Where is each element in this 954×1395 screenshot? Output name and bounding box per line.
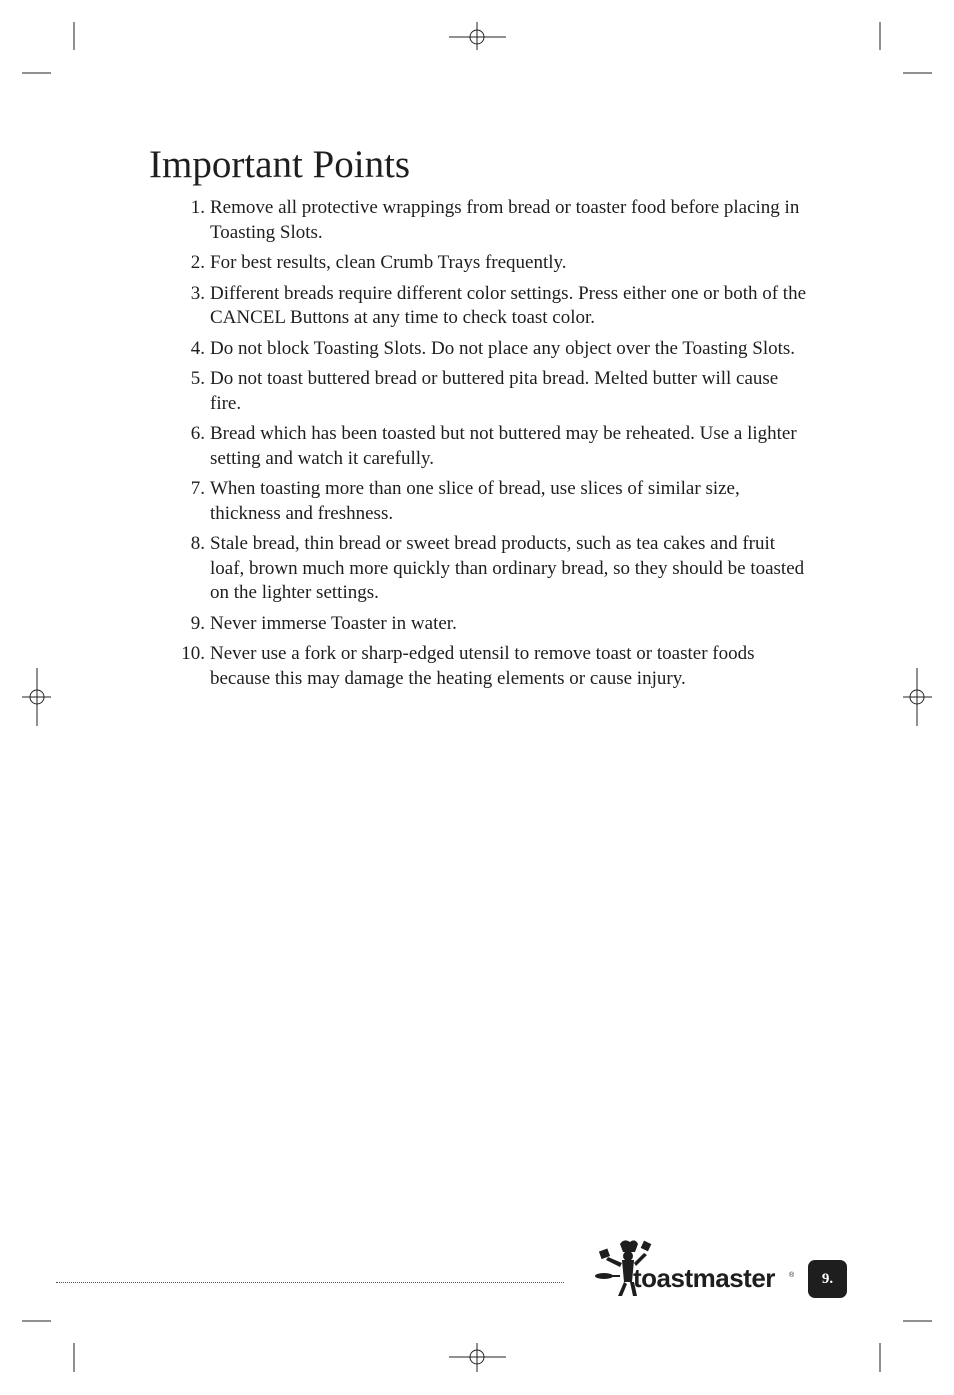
item-number: 10. [181, 643, 205, 664]
item-number: 6. [190, 423, 205, 444]
list-item [190, 251, 810, 276]
item-number: 1. [190, 197, 205, 218]
item-number: 5. [190, 368, 205, 389]
item-text: Do not toast buttered bread or buttered pita bread. Melted butter will cause fire. [210, 368, 779, 414]
item-number: 4. [190, 337, 205, 359]
item-number: 9. [190, 612, 205, 634]
item-text: When toasting more than one slice of bread, use slices of similar size, thickness and freshness. [210, 478, 740, 524]
list-item [190, 532, 810, 606]
item-text: Stale bread, thin bread or sweet bread products, such as tea cakes and fruit loaf, brown much more quickly than ordinary bread, so they should be toasted on the lighter settings. [210, 533, 805, 603]
list-item [190, 477, 810, 526]
item-text: Do not block Toasting Slots. Do not place any object over the Toasting Slots. [210, 337, 796, 359]
item-text: Bread which has been toasted but not buttered may be reheated. Use a lighter setting and watch it carefully. [210, 423, 797, 469]
footer-dotted-rule [56, 1282, 564, 1283]
page-number: 9. [821, 1270, 834, 1287]
list-item [190, 422, 810, 471]
item-number: 3. [190, 282, 205, 304]
list-item [190, 196, 810, 245]
registered-mark: ® [789, 1272, 795, 1279]
important-points-list [181, 196, 810, 697]
item-number: 8. [190, 533, 205, 554]
list-item [190, 337, 810, 362]
list-item [190, 367, 810, 416]
page-number-badge [808, 1260, 847, 1298]
page-title: Important Points [149, 143, 411, 186]
item-text: Never immerse Toaster in water. [210, 612, 457, 634]
list-item [181, 642, 810, 691]
item-text: Never use a fork or sharp-edged utensil to remove toast or toaster foods because this may damage the heating elements or cause injury. [210, 643, 755, 689]
item-text: For best results, clean Crumb Trays frequently. [210, 252, 567, 273]
list-item [190, 282, 810, 331]
list-item [190, 612, 810, 637]
item-text: Remove all protective wrappings from bread or toaster food before placing in Toasting Slots. [210, 197, 800, 243]
item-number: 2. [190, 252, 205, 273]
brand-logo-text: toastmaster [633, 1263, 775, 1293]
item-text: Different breads require different color settings. Press either one or both of the CANCEL Buttons at any time to check toast color. [210, 282, 807, 328]
item-number: 7. [190, 478, 205, 499]
